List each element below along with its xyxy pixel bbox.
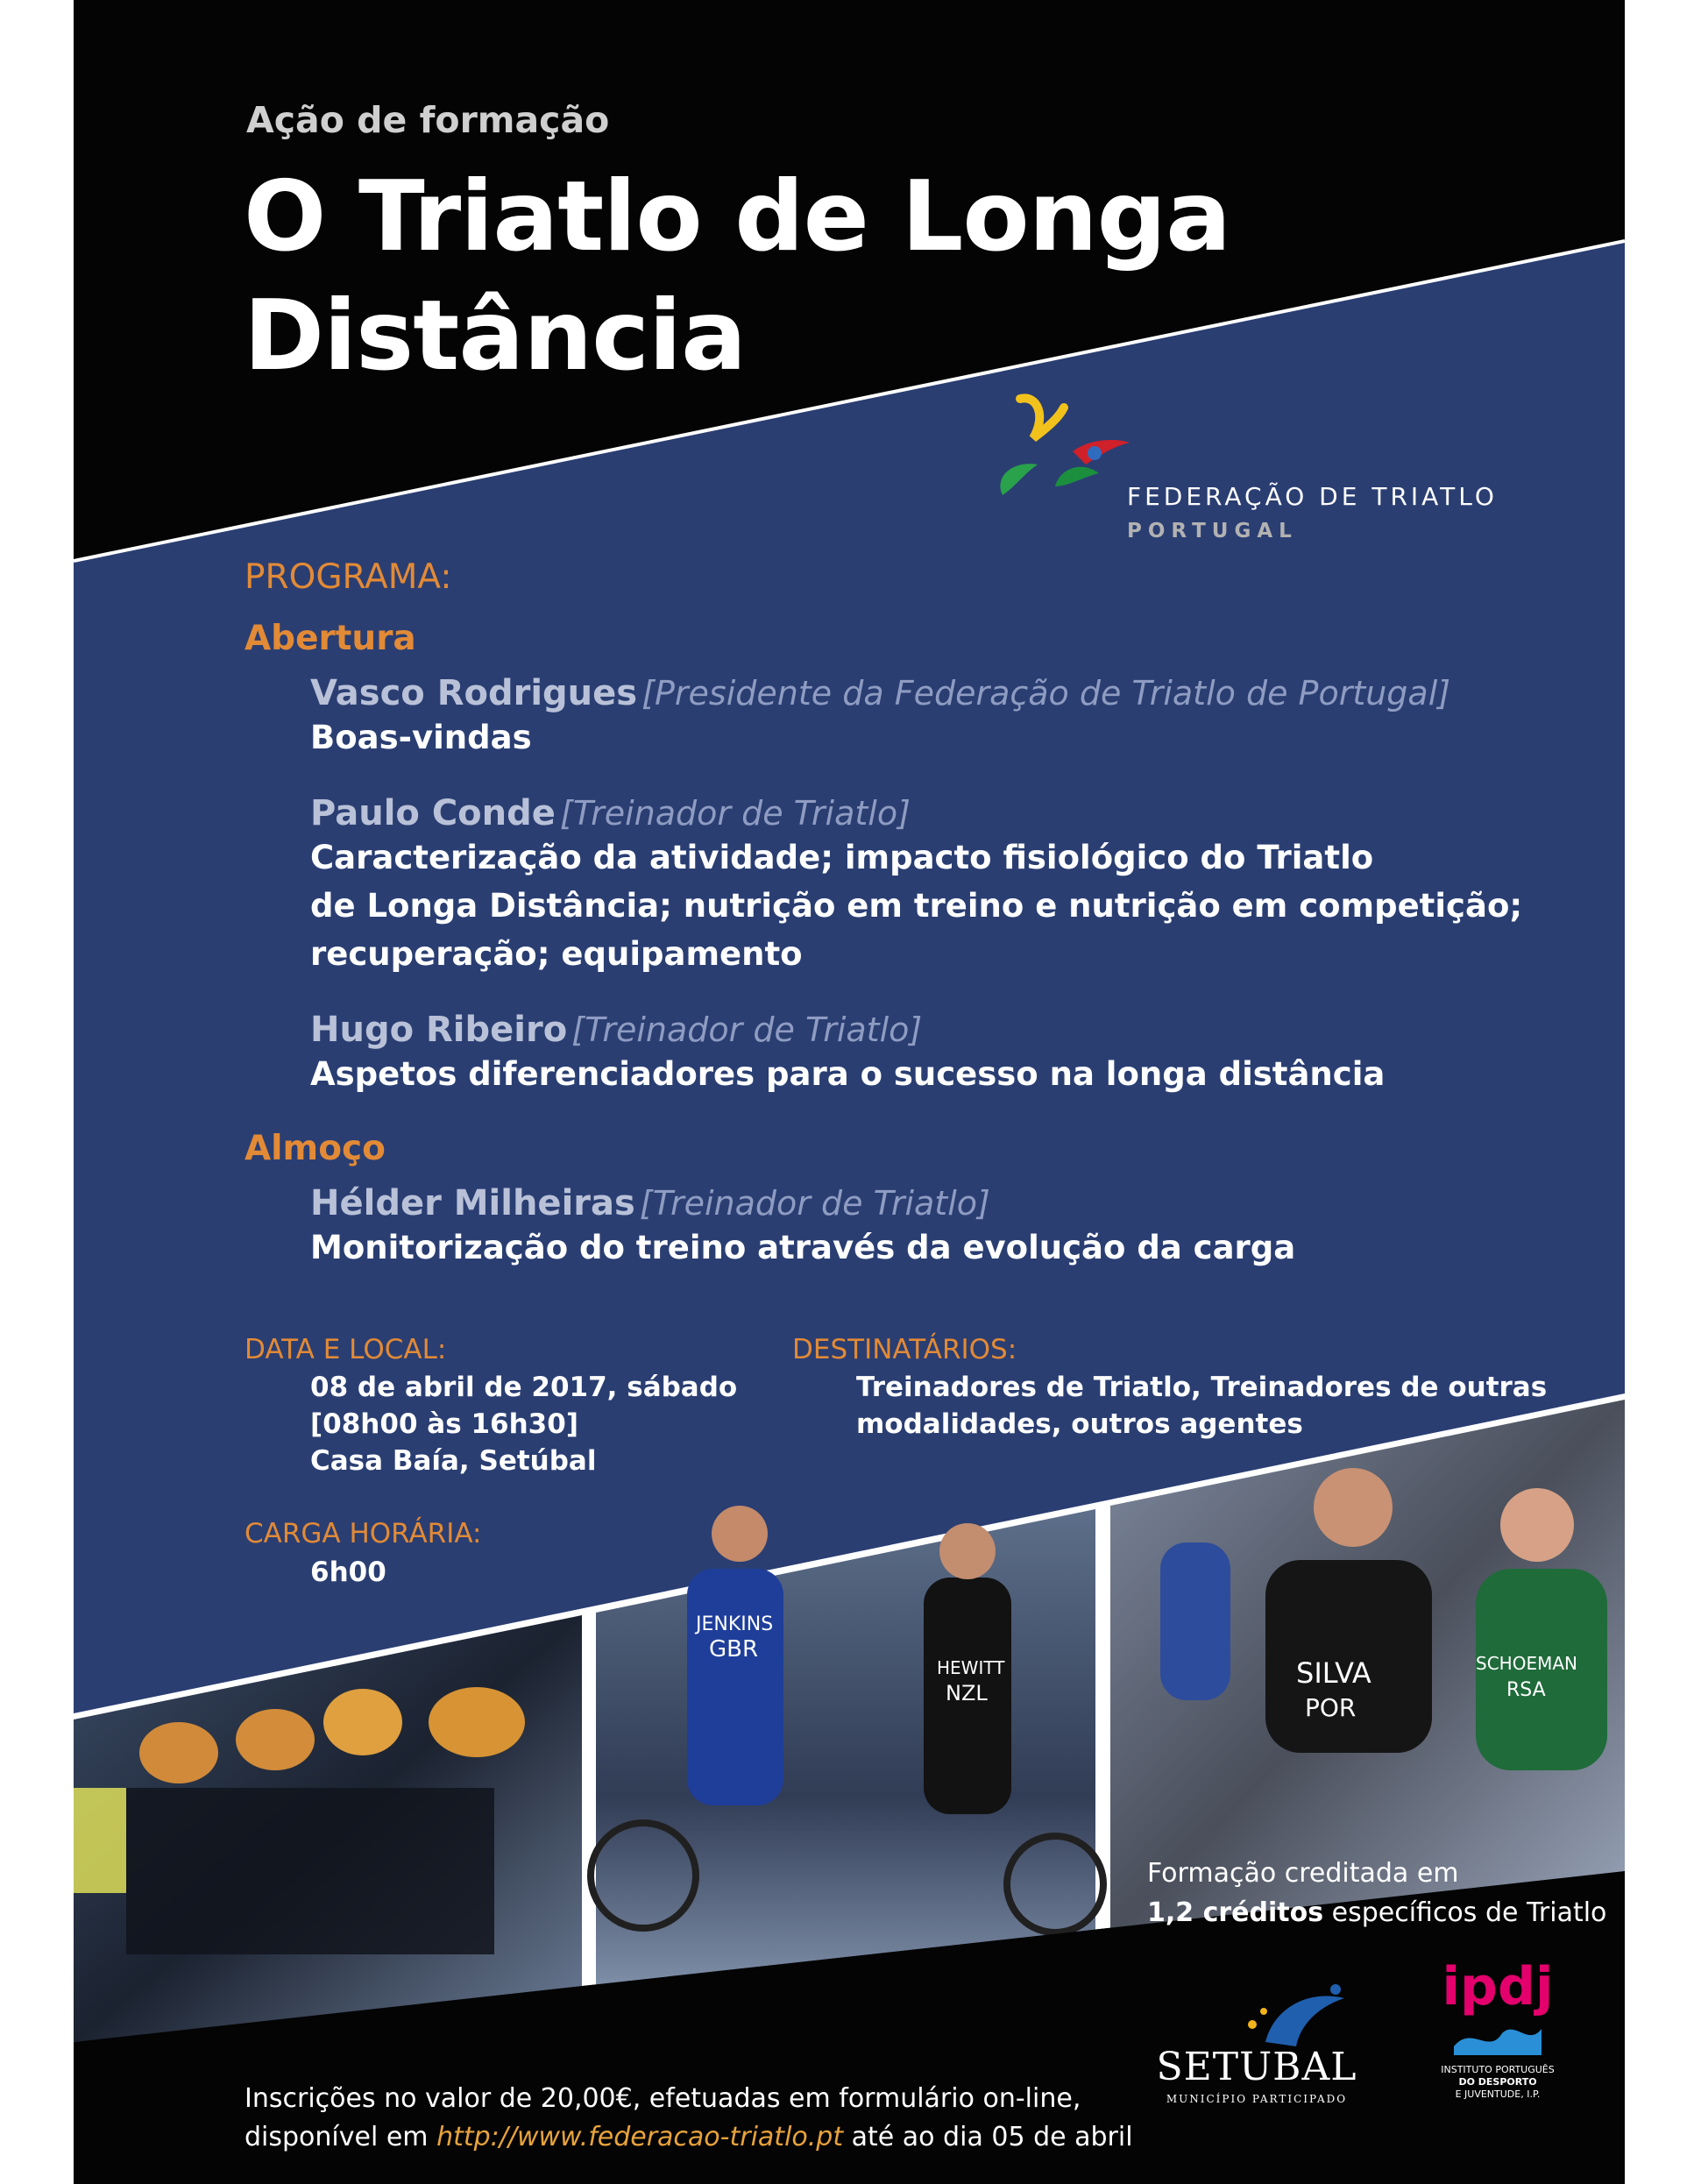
data-local-line-1: 08 de abril de 2017, sábado bbox=[310, 1372, 738, 1403]
destinatarios-heading: DESTINATÁRIOS: bbox=[792, 1334, 1017, 1365]
ipdj-sub bbox=[1428, 2064, 1568, 2101]
ipdj-sub-2: DO DESPORTO bbox=[1458, 2076, 1537, 2088]
carga-heading: CARGA HORÁRIA: bbox=[245, 1518, 482, 1549]
credits-rest: específicos de Triatlo bbox=[1323, 1897, 1607, 1928]
data-local-line-2: [08h00 às 16h30] bbox=[310, 1408, 578, 1440]
speaker-name: Hélder Milheiras bbox=[310, 1183, 635, 1223]
footer-line-2 bbox=[245, 2118, 1133, 2157]
talk-title: Monitorização do treino através da evolução da carga bbox=[310, 1229, 1296, 1266]
footer-text bbox=[245, 2080, 1133, 2157]
speaker-role: [Treinador de Triatlo] bbox=[560, 794, 911, 833]
title-line-2: Distância bbox=[244, 280, 746, 393]
speaker-role: [Treinador de Triatlo] bbox=[639, 1184, 990, 1223]
speaker-name: Hugo Ribeiro bbox=[310, 1010, 568, 1050]
section-title-almoco: Almoço bbox=[245, 1129, 386, 1168]
speaker-vasco bbox=[310, 673, 1450, 762]
footer-line-1: Inscrições no valor de 20,00€, efetuadas em formulário on-line, bbox=[245, 2083, 1081, 2114]
ipdj-sub-1: INSTITUTO PORTUGUÊS bbox=[1441, 2064, 1555, 2075]
speaker-role: [Presidente da Federação de Triatlo de Portugal] bbox=[641, 674, 1451, 713]
credits-bold: 1,2 créditos bbox=[1147, 1897, 1324, 1928]
speaker-hugo bbox=[310, 1010, 1385, 1098]
data-local-block bbox=[310, 1369, 737, 1479]
photo-label-gbr: GBR bbox=[709, 1636, 759, 1663]
footer-url-link[interactable]: http://www.federacao-triatlo.pt bbox=[436, 2122, 844, 2152]
programa-heading: PROGRAMA: bbox=[245, 557, 452, 597]
federation-logo-line1: FEDERAÇÃO DE TRIATLO bbox=[1127, 482, 1498, 511]
section-title-abertura: Abertura bbox=[245, 619, 416, 658]
talk-title-line-3: recuperação; equipamento bbox=[310, 935, 803, 973]
speaker-name: Paulo Conde bbox=[310, 793, 556, 833]
photo-label-por: POR bbox=[1305, 1693, 1357, 1722]
setubal-sub: MUNICÍPIO PARTICIPADO bbox=[1166, 2093, 1348, 2105]
talk-title-line-1: Caracterização da atividade; impacto fisiológico do Triatlo bbox=[310, 839, 1374, 876]
destinatarios-line-2: modalidades, outros agentes bbox=[856, 1408, 1303, 1440]
data-local-heading: DATA E LOCAL: bbox=[245, 1334, 447, 1365]
ipdj-name: ipdj bbox=[1442, 1956, 1554, 2017]
title-line-1: O Triatlo de Longa bbox=[244, 160, 1230, 273]
speaker-role: [Treinador de Triatlo] bbox=[571, 1010, 923, 1049]
destinatarios-block bbox=[856, 1369, 1547, 1443]
carga-value: 6h00 bbox=[310, 1556, 386, 1588]
talk-title: Aspetos diferenciadores para o sucesso na longa distância bbox=[310, 1055, 1386, 1093]
ipdj-splash-icon bbox=[1449, 2016, 1546, 2060]
photo-label-jenkins: JENKINS bbox=[696, 1613, 774, 1635]
kicker-text: Ação de formação bbox=[246, 99, 610, 141]
setubal-logo-icon bbox=[1213, 1972, 1379, 2051]
federation-triathlon-logo-icon bbox=[985, 390, 1134, 513]
credits-line-1: Formação creditada em bbox=[1147, 1858, 1459, 1889]
talk-title-line-2: de Longa Distância; nutrição em treino e nutrição em competição; bbox=[310, 887, 1523, 925]
photo-label-schoeman: SCHOEMAN bbox=[1476, 1653, 1577, 1674]
destinatarios-line-1: Treinadores de Triatlo, Treinadores de outras bbox=[856, 1372, 1548, 1403]
speaker-paulo bbox=[310, 793, 1522, 978]
talk-title: Boas-vindas bbox=[310, 719, 532, 756]
photo-label-nzl: NZL bbox=[946, 1681, 988, 1705]
photo-label-rsa: RSA bbox=[1506, 1679, 1546, 1701]
footer-suffix: até ao dia 05 de abril bbox=[843, 2122, 1133, 2152]
page-title bbox=[244, 158, 1230, 396]
setubal-name: SETUBAL bbox=[1156, 2045, 1357, 2089]
federation-logo-line2: PORTUGAL bbox=[1127, 520, 1298, 542]
photo-label-silva: SILVA bbox=[1296, 1656, 1371, 1690]
speaker-name: Vasco Rodrigues bbox=[310, 673, 638, 713]
ipdj-sub-3: E JUVENTUDE, I.P. bbox=[1455, 2088, 1541, 2100]
speaker-helder bbox=[310, 1183, 1295, 1272]
credits-line-2 bbox=[1147, 1897, 1606, 1928]
footer-prefix: disponível em bbox=[245, 2122, 437, 2152]
photo-label-hewitt: HEWITT bbox=[937, 1657, 1005, 1678]
poster bbox=[74, 0, 1625, 2184]
data-local-line-3: Casa Baía, Setúbal bbox=[310, 1445, 597, 1477]
